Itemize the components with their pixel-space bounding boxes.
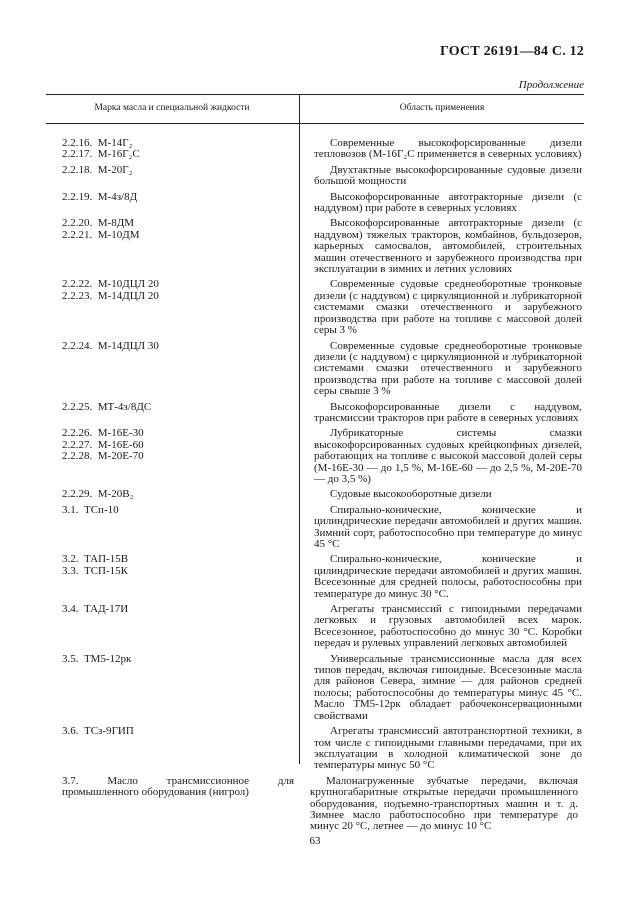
oil-grade: 2.2.24. М-14ДЦЛ 30 xyxy=(62,339,159,352)
oil-grade-cell xyxy=(62,279,298,336)
application-cell xyxy=(314,341,582,398)
oil-grade: 2.2.29. М-20В₂ xyxy=(62,488,134,501)
oil-grade-cell xyxy=(62,776,294,833)
application-text: Малонагруженные зубчатые передачи, включая крупногабаритные открытые передачи промышленного оборудования, подъемно-транспортных машин и т. д. Зимнее масло работоспособно при температуре до минус 20 °С, летнее — до минус 10 °С xyxy=(310,774,578,833)
table-row xyxy=(0,192,630,215)
application-cell xyxy=(314,402,582,425)
page-header: ГОСТ 26191—84 С. 12 xyxy=(440,44,584,59)
application-text: Агрегаты трансмиссий с гипоидными передачами легковых и грузовых автомобилей всех марок. Всесезонное, работоспособно до минус 30 °С. Коробки передач и рулевых управлений легковых автомобилей xyxy=(314,603,582,650)
oil-grade: 2.2.17. М-16Г₂С xyxy=(62,148,140,161)
oil-grade: 3.6. ТСз-9ГИП xyxy=(62,725,134,738)
column-header-left: Марка масла и специальной жидкости xyxy=(94,103,250,113)
application-cell xyxy=(314,505,582,551)
oil-grade-cell xyxy=(62,428,298,485)
oil-grade-cell xyxy=(62,138,298,161)
oil-grade-cell xyxy=(62,554,298,600)
oil-grade-cell xyxy=(62,654,298,722)
table-header-rule xyxy=(46,123,584,124)
oil-grade-cell xyxy=(62,165,298,188)
oil-grade-cell xyxy=(62,402,298,425)
application-cell xyxy=(314,165,582,188)
table-row xyxy=(0,279,630,336)
table-top-rule xyxy=(46,94,584,95)
oil-grade-cell xyxy=(62,192,298,215)
oil-grade: 3.2. ТАП-15В xyxy=(62,553,129,566)
application-text: Агрегаты трансмиссий автотранспортной техники, в том числе с гипоидными главными передачами, при их эксплуатации в холодной климатической зоне до температуры минус 50 °С xyxy=(314,725,582,772)
application-text: Высокофорсированные автотракторные дизели (с наддувом) при работе в северных условиях xyxy=(314,190,582,215)
application-text: Высокофорсированные автотракторные дизели (с наддувом) тяжелых тракторов, комбайнов, бульдозеров, карьерных самосвалов, автомобилей, строительных машин отечественного и зарубежного производства при эксплуатации в зимних и летних условиях xyxy=(314,217,582,276)
application-text: Современные судовые среднеоборотные тронковые дизели (с наддувом) с циркуляционной и лубрикаторной системами смазки отечественного и зарубежного производства при работе на топливе с массовой долей серы свыше 3 % xyxy=(314,339,582,398)
table-row xyxy=(0,505,630,551)
table-row xyxy=(0,341,630,398)
application-cell xyxy=(314,604,582,650)
application-cell xyxy=(310,776,578,833)
application-text: Судовые высокооборотные дизели xyxy=(330,488,492,501)
table-row xyxy=(0,604,630,650)
application-cell xyxy=(314,279,582,336)
oil-grade-cell xyxy=(62,218,298,275)
oil-grade: 2.2.23. М-14ДЦЛ 20 xyxy=(62,289,159,302)
column-header-right: Область применения xyxy=(399,103,485,113)
oil-grade-cell xyxy=(62,604,298,650)
application-text: Современные высокофорсированные дизели тепловозов (М-16Г₂С применяется в северных условиях) xyxy=(314,137,582,161)
table-row xyxy=(0,138,630,161)
application-cell xyxy=(314,428,582,485)
application-cell xyxy=(314,726,582,772)
table-row xyxy=(0,654,630,722)
oil-grade-cell xyxy=(62,726,298,772)
application-text: Высокофорсированные дизели с наддувом, трансмиссии тракторов при работе в северных условиях xyxy=(314,400,582,424)
oil-grade: 2.2.22. М-10ДЦЛ 20 xyxy=(62,278,159,291)
oil-grade: 2.2.28. М-20Е-70 xyxy=(62,450,144,463)
oil-grade: 2.2.27. М-16Е-60 xyxy=(62,438,144,451)
oil-grade: 2.2.20. М-8ДМ xyxy=(62,217,134,230)
application-text: Спирально-конические, конические и цилиндрические передачи автомобилей и других машин. Зимний сорт, работоспособно при температуре до минус 45 °С xyxy=(314,503,582,550)
oil-grade: 3.1. ТСп-10 xyxy=(62,503,119,516)
application-cell xyxy=(314,138,582,161)
application-cell xyxy=(314,554,582,600)
table-row xyxy=(0,402,630,425)
application-text: Современные судовые среднеоборотные тронковые дизели (с наддувом) с циркуляционной и лубрикаторной системами смазки отечественного и зарубежного производства при работе на топливе с массовой долей серы 3 % xyxy=(314,278,582,337)
application-cell xyxy=(314,218,582,275)
table-row xyxy=(0,554,630,600)
oil-grade: 2.2.16. М-14Г₂ xyxy=(62,137,133,149)
application-text: Универсальные трансмиссионные масла для всех типов передач, включая гипоидные. Всесезонные масла для районов Севера, зимние — для районов средней полосы; работоспособны до температуры минус 45 °С. Масло ТМ5-12рк обладает рабочеконсервационными свойствами xyxy=(314,652,582,722)
application-text: Спирально-конические, конические и цилиндрические передачи автомобилей и других машин. Всесезонные для средней полосы, работоспособны при температуре до минус 30 °С. xyxy=(314,553,582,600)
oil-grade-cell xyxy=(62,505,298,551)
application-cell xyxy=(314,489,582,500)
oil-grade: 2.2.18. М-20Г₂ xyxy=(62,163,133,176)
table-row xyxy=(0,218,630,275)
oil-grade: 2.2.19. М-4з/8Д xyxy=(62,190,138,203)
oil-grade-cell xyxy=(62,341,298,398)
table-row xyxy=(0,776,630,833)
continuation-label: Продолжение xyxy=(518,79,584,91)
application-cell xyxy=(314,192,582,215)
application-cell xyxy=(314,654,582,722)
oil-grade: 3.3. ТСП-15К xyxy=(62,564,128,577)
table-row xyxy=(0,428,630,485)
oil-grade: 2.2.26. М-16Е-30 xyxy=(62,427,144,440)
oil-grade-cell xyxy=(62,489,298,500)
table-row xyxy=(0,165,630,188)
table-row xyxy=(0,726,630,772)
page-number: 63 xyxy=(309,835,321,847)
application-text: Лубрикаторные системы смазки высокофорсированных судовых крейцкопфных дизелей, работающих на топливе с высокой массовой долей серы (М-16Е-30 — до 1,5 %, М-16Е-60 — до 2,5 %, М-20Е-70 — до 3,5 %) xyxy=(314,427,582,485)
oil-grade: 3.7. Масло трансмиссионное для промышленного оборудования (нигрол) xyxy=(62,774,294,799)
table-row xyxy=(0,489,630,500)
oil-grade: 3.4. ТАД-17И xyxy=(62,603,129,616)
oil-grade: 3.5. ТМ5-12рк xyxy=(62,652,132,665)
oil-grade: 2.2.25. МТ-4з/8ДС xyxy=(62,400,152,413)
application-text: Двухтактные высокофорсированные судовые дизели большой мощности xyxy=(314,163,582,188)
oil-grade: 2.2.21. М-10ДМ xyxy=(62,228,140,241)
table-body xyxy=(0,138,630,837)
